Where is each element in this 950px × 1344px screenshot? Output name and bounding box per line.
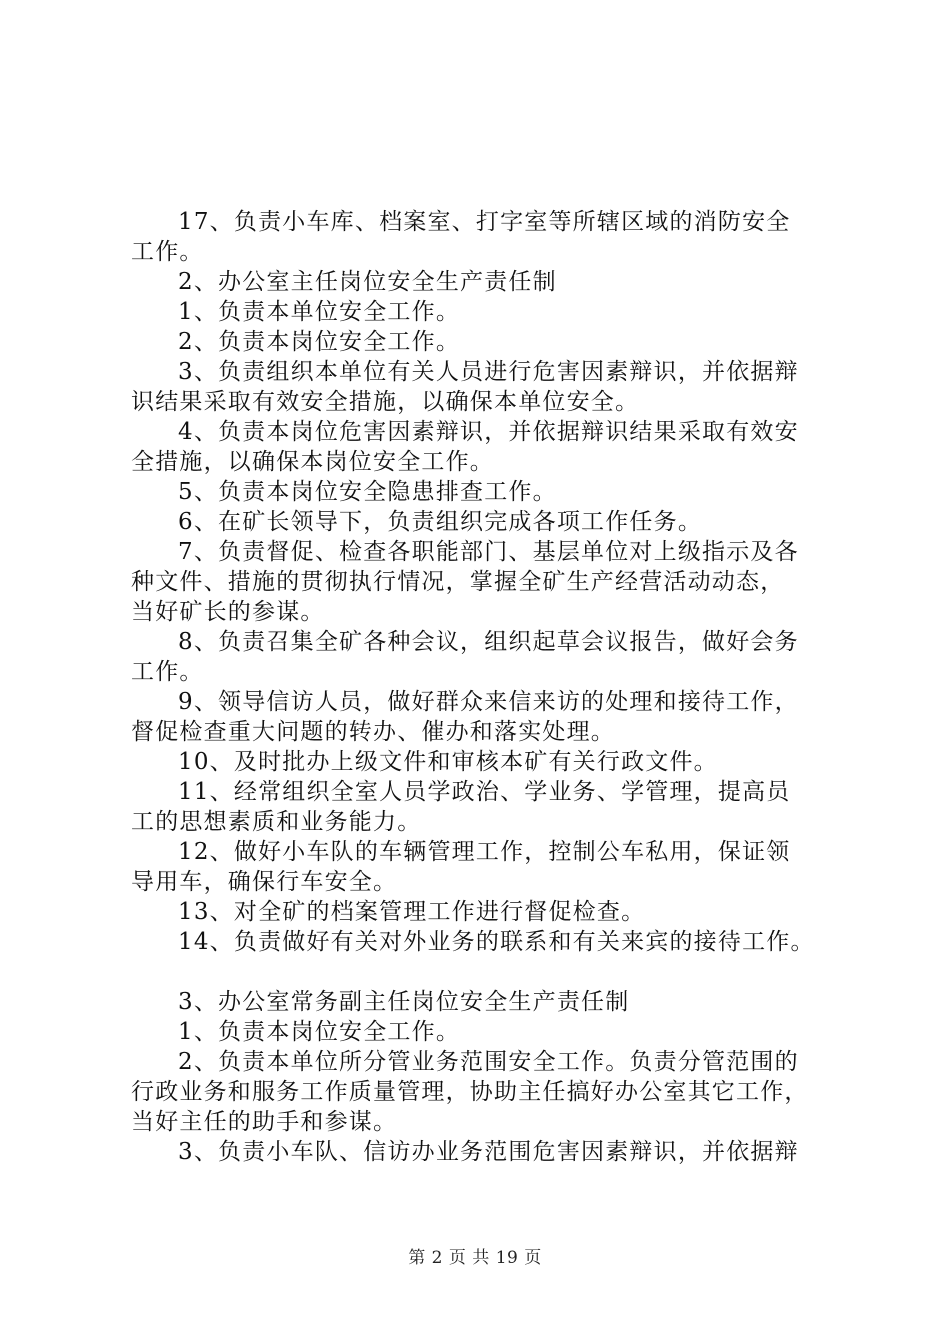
section-heading: 3、办公室常务副主任岗位安全生产责任制 — [178, 989, 630, 1015]
paragraph-line: 4、负责本岗位危害因素辩识，并依据辩识结果采取有效安 — [178, 419, 799, 445]
paragraph-line: 导用车，确保行车安全。 — [131, 869, 398, 895]
paragraph-line: 7、负责督促、检查各职能部门、基层单位对上级指示及各 — [178, 539, 799, 565]
paragraph-line: 3、负责组织本单位有关人员进行危害因素辩识，并依据辩 — [178, 359, 799, 385]
paragraph-line: 工的思想素质和业务能力。 — [131, 809, 422, 835]
paragraph-line: 工作。 — [131, 659, 204, 685]
paragraph-line: 11、经常组织全室人员学政治、学业务、学管理，提高员 — [178, 779, 791, 805]
paragraph-line: 6、在矿长领导下，负责组织完成各项工作任务。 — [178, 509, 703, 535]
paragraph-line: 1、负责本单位安全工作。 — [178, 299, 461, 325]
paragraph-line: 当好主任的助手和参谋。 — [131, 1109, 398, 1135]
paragraph-line: 2、负责本岗位安全工作。 — [178, 329, 461, 355]
paragraph-line: 工作。 — [131, 239, 204, 265]
paragraph-line: 2、负责本单位所分管业务范围安全工作。负责分管范围的 — [178, 1049, 799, 1075]
paragraph-line: 17、负责小车库、档案室、打字室等所辖区域的消防安全 — [178, 209, 791, 235]
paragraph-line: 全措施，以确保本岗位安全工作。 — [131, 449, 494, 475]
paragraph-line: 1、负责本岗位安全工作。 — [178, 1019, 461, 1045]
paragraph-line: 8、负责召集全矿各种会议，组织起草会议报告，做好会务 — [178, 629, 799, 655]
paragraph-line: 识结果采取有效安全措施，以确保本单位安全。 — [131, 389, 640, 415]
paragraph-line: 行政业务和服务工作质量管理，协助主任搞好办公室其它工作， — [131, 1079, 809, 1105]
paragraph-line: 督促检查重大问题的转办、催办和落实处理。 — [131, 719, 615, 745]
paragraph-line: 当好矿长的参谋。 — [131, 599, 325, 625]
paragraph-line: 14、负责做好有关对外业务的联系和有关来宾的接待工作。 — [178, 929, 815, 955]
section-heading: 2、办公室主任岗位安全生产责任制 — [178, 269, 557, 295]
page-number-footer: 第 2 页 共 19 页 — [408, 1248, 542, 1268]
paragraph-line: 3、负责小车队、信访办业务范围危害因素辩识，并依据辩 — [178, 1139, 799, 1165]
paragraph-line: 13、对全矿的档案管理工作进行督促检查。 — [178, 899, 646, 925]
document-body — [131, 207, 831, 1167]
paragraph-line: 12、做好小车队的车辆管理工作，控制公车私用，保证领 — [178, 839, 791, 865]
paragraph-line: 5、负责本岗位安全隐患排查工作。 — [178, 479, 557, 505]
blank-line — [131, 957, 831, 987]
paragraph-line: 9、领导信访人员，做好群众来信来访的处理和接待工作， — [178, 689, 799, 715]
paragraph-line: 种文件、措施的贯彻执行情况，掌握全矿生产经营活动动态， — [131, 569, 785, 595]
paragraph-line: 10、及时批办上级文件和审核本矿有关行政文件。 — [178, 749, 718, 775]
